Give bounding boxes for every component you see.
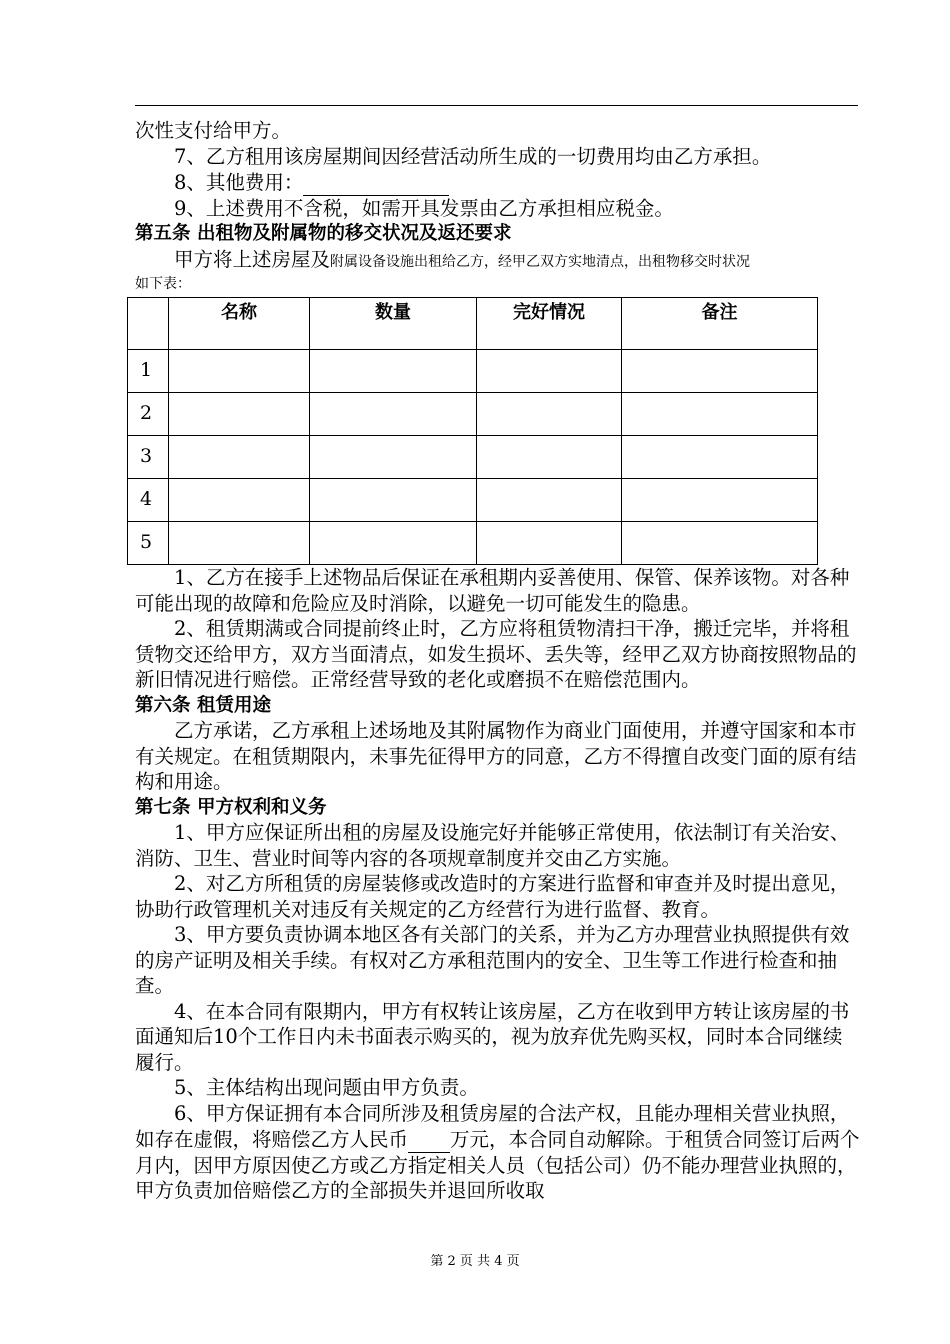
- row-number: 2: [128, 393, 169, 436]
- amount-blank: [408, 1126, 450, 1153]
- paragraph: 6、甲方保证拥有本合同所涉及租赁房屋的合法产权，且能办理相关营业执照，如存在虚假，将赔偿乙方人民币 万元，本合同自动解除。于租赁合同签订后两个月内，因甲方原因使乙方或乙方指定相关人员（包括公司）仍不能办理营业执照的，甲方负责加倍赔偿乙方的全部损失并退回所收取: [135, 1101, 860, 1202]
- row-number: 3: [128, 436, 169, 479]
- paragraph: 1、乙方在接手上述物品后保证在承租期内妥善使用、保管、保养该物。对各种可能出现的故障和危险应及时消除，以避免一切可能发生的隐患。: [135, 566, 850, 615]
- paragraph: 乙方承诺，乙方承租上述场地及其附属物作为商业门面使用，并遵守国家和本市有关规定。在租赁期限内，未事先征得甲方的同意，乙方不得擅自改变门面的原有结构和用途。: [135, 719, 857, 793]
- document-body: [135, 118, 860, 1204]
- table-header-cell: 名称: [169, 298, 310, 350]
- header-rule: [135, 105, 858, 106]
- table-header-cell: 备注: [622, 298, 818, 350]
- other-fees-label: 8、其他费用：: [174, 171, 304, 194]
- paragraph: [135, 169, 860, 196]
- article6-heading: 第六条 租赁用途: [135, 694, 271, 716]
- table-row: [128, 393, 818, 436]
- table-row: [128, 522, 818, 565]
- article5-heading: 第五条 出租物及附属物的移交状况及返还要求: [135, 223, 512, 244]
- table-row: [128, 479, 818, 522]
- table-header-cell: 数量: [310, 298, 477, 350]
- row-number: 1: [128, 350, 169, 393]
- handover-table: [127, 297, 818, 565]
- table-header-row: [128, 298, 818, 350]
- other-fees-blank: [303, 169, 449, 196]
- page-footer: 第 2 页 共 4 页: [430, 1254, 520, 1269]
- table-header-cell: [128, 298, 169, 350]
- paragraph: 5、主体结构出现问题由甲方负责。: [174, 1076, 479, 1099]
- table-row: [128, 436, 818, 479]
- table-row: [128, 350, 818, 393]
- paragraph: 3、甲方要负责协调本地区各有关部门的关系，并为乙方办理营业执照提供有效的房产证明及相关手续。有权对乙方承租范围内的安全、卫生等工作进行检查和抽查。: [135, 923, 850, 997]
- paragraph: 1、甲方应保证所出租的房屋及设施完好并能够正常使用，依法制订有关治安、消防、卫生、营业时间等内容的各项规章制度并交由乙方实施。: [135, 821, 850, 870]
- paragraph: 4、在本合同有限期内，甲方有权转让该房屋，乙方在收到甲方转让该房屋的书面通知后10个工作日内未书面表示购买的，视为放弃优先购买权，同时本合同继续履行。: [135, 999, 850, 1074]
- paragraph: 7、乙方租用该房屋期间因经营活动所生成的一切费用均由乙方承担。: [174, 144, 772, 168]
- paragraph: 2、租赁期满或合同提前终止时，乙方应将租赁物清扫干净，搬迁完毕，并将租赁物交还给甲方，双方当面清点，如发生损坏、丢失等，经甲乙双方协商按照物品的新旧情况进行赔偿。正常经营导致的老化或磨损不在赔偿范围内。: [135, 617, 857, 691]
- paragraph: 2、对乙方所租赁的房屋装修或改造时的方案进行监督和审查并及时提出意见，协助行政管理机关对违反有关规定的乙方经营行为进行监督、教育。: [135, 872, 850, 921]
- paragraph: 次性支付给甲方。: [135, 119, 292, 142]
- article7-heading: 第七条 甲方权利和义务: [135, 796, 327, 818]
- row-number: 5: [128, 522, 169, 565]
- article5-intro-cont: 如下表：: [135, 276, 191, 292]
- paragraph: 9、上述费用不含税，如需开具发票由乙方承担相应税金。: [174, 196, 674, 220]
- table-header-cell: 完好情况: [477, 298, 622, 350]
- row-number: 4: [128, 479, 169, 522]
- article5-intro: 甲方将上述房屋及附属设备设施出租给乙方，经甲乙双方实地清点，出租物移交时状况: [174, 247, 751, 271]
